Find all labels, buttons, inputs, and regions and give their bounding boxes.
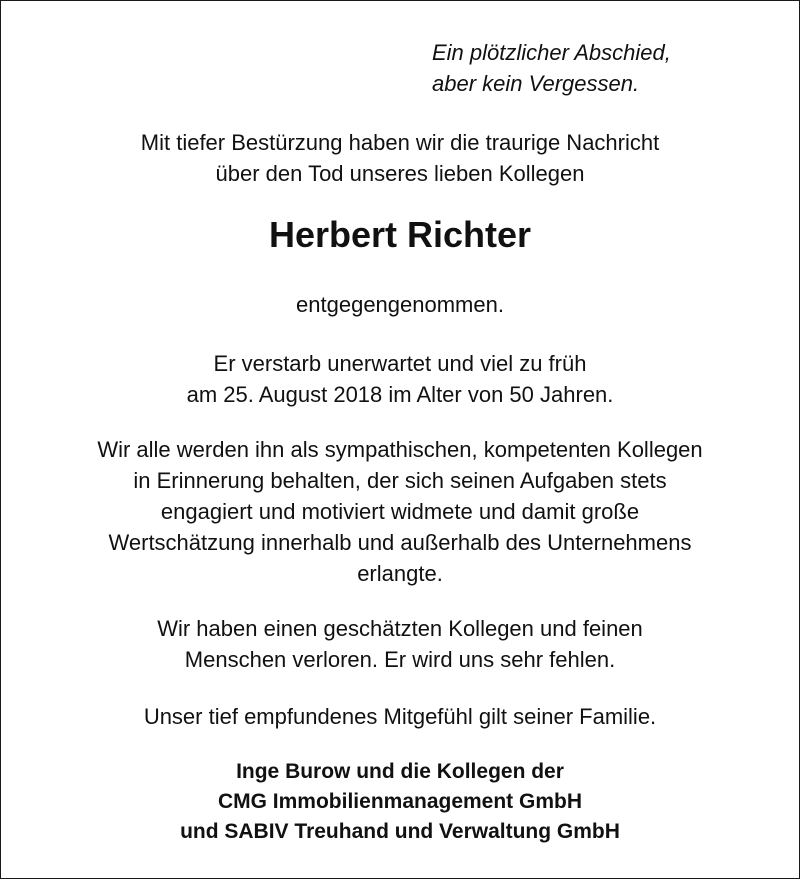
tribute-line-1: Wir alle werden ihn als sympathischen, kompetenten Kollegen [97,437,703,462]
death-notice-line-2: am 25. August 2018 im Alter von 50 Jahren. [186,382,614,407]
motto-line-1: Ein plötzlicher Abschied, [432,40,671,65]
tribute-paragraph [1,434,799,589]
received-line: entgegengenommen. [296,292,504,317]
signers-line-2: CMG Immobilienmanagement GmbH [217,790,583,813]
signers-block [1,757,799,847]
intro-line-2: über den Tod unseres lieben Kollegen [215,161,585,186]
motto-line-2: aber kein Vergessen. [432,71,640,96]
loss-paragraph [1,613,799,675]
tribute-line-3: engagiert und motiviert widmete und damit große [160,499,640,524]
condolence-line: Unser tief empfundenes Mitgefühl gilt seiner Familie. [143,704,657,729]
loss-line-1: Wir haben einen geschätzten Kollegen und feinen [157,616,643,641]
death-notice-line-1: Er verstarb unerwartet und viel zu früh [213,351,587,376]
motto-quote [432,37,671,99]
loss-line-2: Menschen verloren. Er wird uns sehr fehlen. [184,647,616,672]
intro-paragraph [1,127,799,189]
signers-line-1: Inge Burow und die Kollegen der [236,760,564,783]
tribute-line-4: Wertschätzung innerhalb und außerhalb des Unternehmens [108,530,692,555]
tribute-line-5: erlangte. [357,561,443,586]
signers-line-3: und SABIV Treuhand und Verwaltung GmbH [180,820,620,843]
condolence-paragraph [1,701,799,732]
deceased-name: Herbert Richter [268,214,532,255]
death-notice-paragraph [1,348,799,410]
intro-line-1: Mit tiefer Bestürzung haben wir die traurige Nachricht [140,130,660,155]
tribute-line-2: in Erinnerung behalten, der sich seinen Aufgaben stets [133,468,667,493]
received-text [1,289,799,320]
